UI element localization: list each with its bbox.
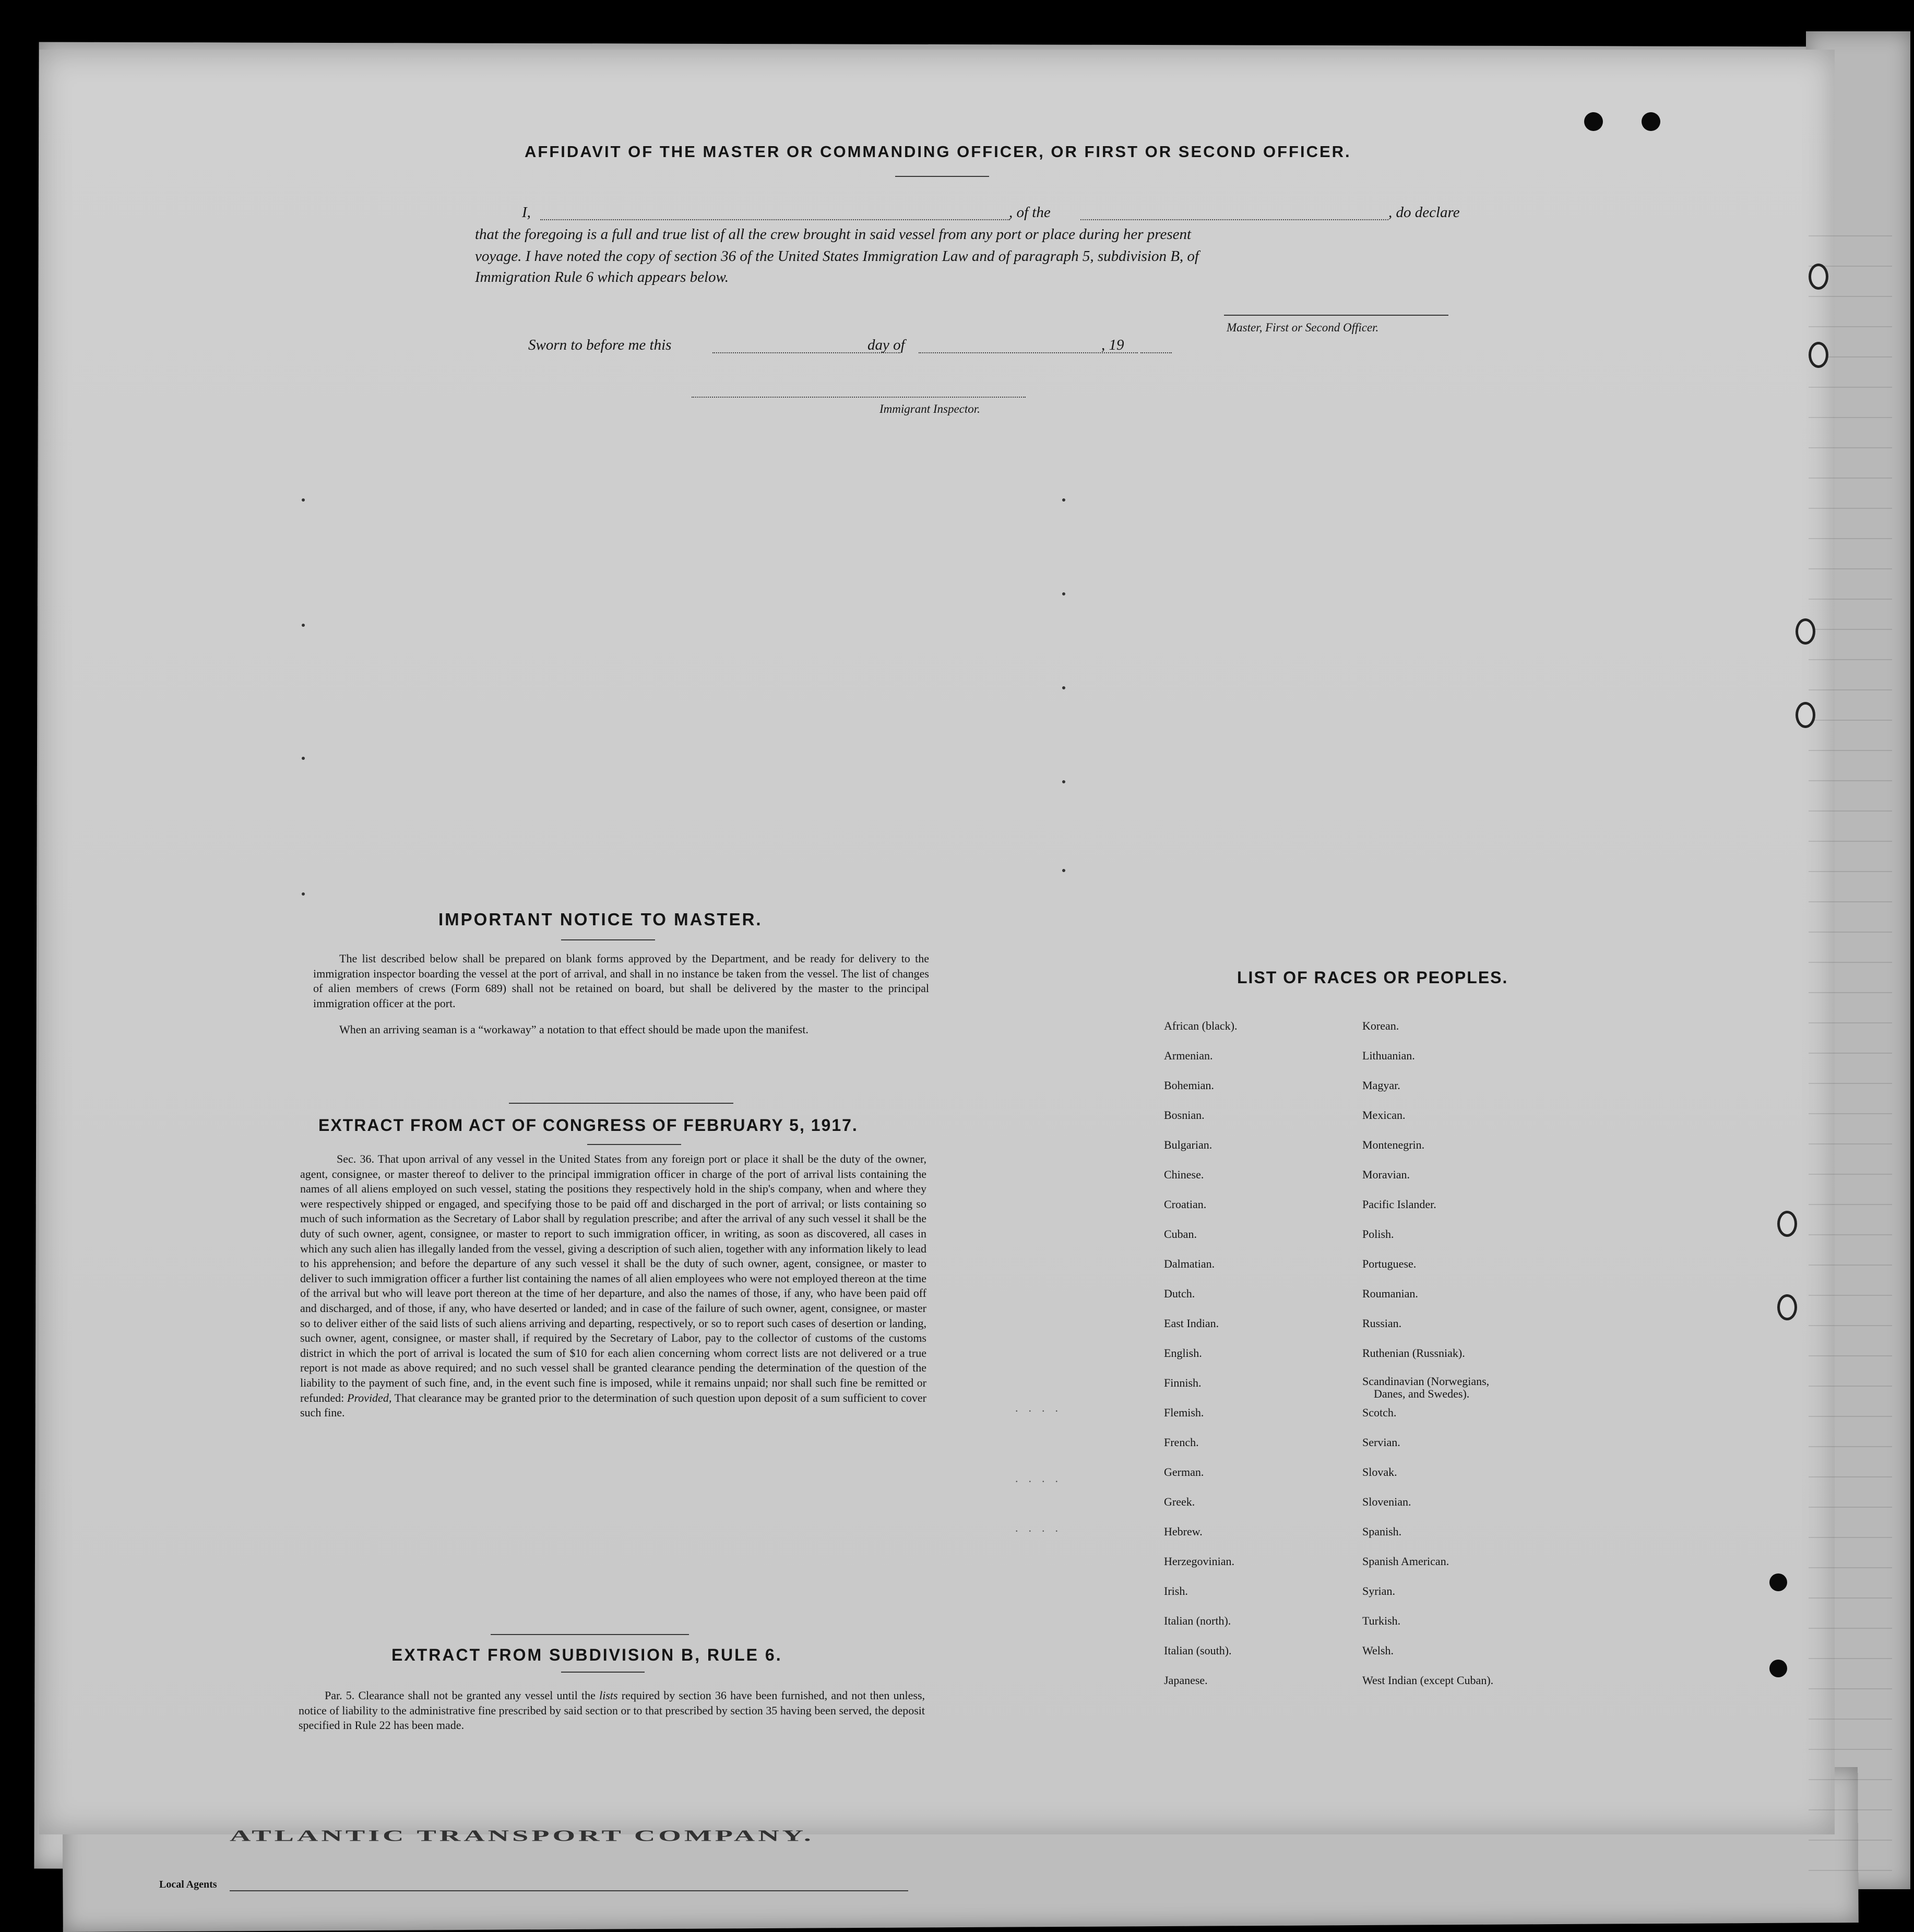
margin-dot xyxy=(1062,780,1065,783)
sworn-prefix: Sworn to before me this xyxy=(528,337,672,353)
race-item xyxy=(1164,1613,1331,1643)
provided-word: Provided, xyxy=(347,1391,392,1404)
race-label: Spanish American. xyxy=(1362,1555,1449,1568)
race-item xyxy=(1164,1316,1331,1345)
race-item xyxy=(1362,1167,1582,1197)
race-label: Cuban. xyxy=(1164,1227,1197,1241)
race-item xyxy=(1164,1375,1331,1405)
race-label: Italian (north). xyxy=(1164,1614,1231,1627)
race-label: Mexican. xyxy=(1362,1108,1406,1122)
race-item xyxy=(1362,1018,1582,1048)
race-item xyxy=(1164,1345,1331,1375)
race-item xyxy=(1362,1435,1582,1464)
company-name: ATLANTIC TRANSPORT COMPANY. xyxy=(230,1827,814,1845)
race-item xyxy=(1164,1018,1331,1048)
race-label: Armenian. xyxy=(1164,1049,1213,1062)
race-label: Polish. xyxy=(1362,1227,1394,1241)
extract-act-title: EXTRACT FROM ACT OF CONGRESS OF FEBRUARY 5, 1917. xyxy=(318,1116,858,1135)
race-item xyxy=(1164,1494,1331,1524)
race-item xyxy=(1362,1554,1582,1583)
divider xyxy=(561,1672,645,1673)
race-label: Croatian. xyxy=(1164,1198,1207,1211)
race-item xyxy=(1164,1643,1331,1673)
race-label: Herzegovinian. xyxy=(1164,1555,1234,1568)
race-item xyxy=(1362,1673,1582,1702)
race-item xyxy=(1362,1345,1582,1375)
punch-hole xyxy=(1584,112,1603,131)
race-item xyxy=(1362,1107,1582,1137)
notice-paragraph-2: When an arriving seaman is a “workaway” a notation to that effect should be made upon the manifest. xyxy=(339,1023,809,1036)
punch-hole xyxy=(1769,1573,1787,1591)
race-label: Portuguese. xyxy=(1362,1257,1417,1270)
signature-line xyxy=(1224,315,1448,316)
race-label: Korean. xyxy=(1362,1019,1399,1032)
race-label: Bulgarian. xyxy=(1164,1138,1212,1151)
race-label: Moravian. xyxy=(1362,1168,1410,1181)
divider xyxy=(509,1103,733,1104)
race-label: Irish. xyxy=(1164,1584,1188,1597)
declare-do-declare: , do declare xyxy=(1388,204,1460,221)
race-item xyxy=(1164,1464,1331,1494)
races-right-column xyxy=(1362,1018,1582,1702)
race-label: Scotch. xyxy=(1362,1406,1397,1419)
race-item xyxy=(1362,1524,1582,1554)
race-item xyxy=(1164,1673,1331,1702)
race-label: West Indian (except Cuban). xyxy=(1362,1674,1494,1687)
bleed-through-grid xyxy=(1809,206,1892,1876)
race-label: French. xyxy=(1164,1436,1199,1449)
race-label: German. xyxy=(1164,1465,1204,1478)
extract-rule-head: Par. 5. Clearance shall not be granted any vessel until the xyxy=(325,1689,596,1702)
faint-dots: .... xyxy=(1015,1521,1068,1534)
inspector-label: Immigrant Inspector. xyxy=(879,402,980,415)
race-item xyxy=(1164,1524,1331,1554)
affidavit-body-line3: Immigration Rule 6 which appears below. xyxy=(475,269,729,285)
race-item xyxy=(1362,1048,1582,1078)
race-item xyxy=(1164,1256,1331,1286)
margin-dot xyxy=(302,757,305,760)
race-item xyxy=(1164,1078,1331,1107)
race-label: Russian. xyxy=(1362,1317,1402,1330)
race-item xyxy=(1362,1494,1582,1524)
race-label: Bohemian. xyxy=(1164,1079,1214,1092)
race-label: Ruthenian (Russniak). xyxy=(1362,1346,1465,1359)
notice-paragraph-1: The list described below shall be prepared on blank forms approved by the Department, and be ready for delivery to the immigration inspector boarding the vessel at the port of arrival, and shall in no instance be taken from the vessel. The list of changes of alien members of crews (Form 689) shall not be retained on board, but shall be delivered by the master to the principal immigration officer at the port. xyxy=(313,952,929,1010)
notice-title: IMPORTANT NOTICE TO MASTER. xyxy=(438,910,763,929)
race-item xyxy=(1362,1643,1582,1673)
punch-hole xyxy=(1642,112,1660,131)
ring-hole xyxy=(1809,264,1828,290)
race-item xyxy=(1362,1613,1582,1643)
race-item xyxy=(1362,1464,1582,1494)
race-label: Lithuanian. xyxy=(1362,1049,1415,1062)
race-label: Welsh. xyxy=(1362,1644,1394,1657)
race-label: Greek. xyxy=(1164,1495,1195,1508)
race-label: Spanish. xyxy=(1362,1525,1402,1538)
divider xyxy=(491,1634,689,1635)
margin-dot xyxy=(302,498,305,502)
race-label: Montenegrin. xyxy=(1362,1138,1425,1151)
race-label: Turkish. xyxy=(1362,1614,1401,1627)
race-item xyxy=(1362,1583,1582,1613)
sworn-day-of: day of xyxy=(867,337,905,353)
sworn-year: , 19 xyxy=(1101,337,1124,353)
race-item xyxy=(1362,1256,1582,1286)
margin-dot xyxy=(302,624,305,627)
ring-hole xyxy=(1809,342,1828,368)
race-label: Chinese. xyxy=(1164,1168,1204,1181)
race-label: Flemish. xyxy=(1164,1406,1204,1419)
race-item xyxy=(1164,1435,1331,1464)
race-item xyxy=(1164,1107,1331,1137)
race-item xyxy=(1362,1226,1582,1256)
declare-i: I, xyxy=(522,204,531,221)
name-blank xyxy=(540,219,1010,220)
race-item xyxy=(1164,1405,1331,1435)
races-left-column xyxy=(1164,1018,1331,1702)
margin-dot xyxy=(1062,498,1065,502)
extract-rule-rest: required by section 36 have been furnished, and not then unless, notice of liability to the administrative fine prescribed by said section or to that prescribed by section 35 having been served, the deposit specified in Rule 22 has been made. xyxy=(299,1689,925,1732)
race-label: Hebrew. xyxy=(1164,1525,1203,1538)
divider xyxy=(587,1144,681,1145)
affidavit-body-line2: voyage. I have noted the copy of section 36 of the United States Immigration Law and of paragraph 5, subdivision B, of xyxy=(475,248,1199,265)
race-item xyxy=(1164,1167,1331,1197)
margin-dot xyxy=(1062,869,1065,872)
ring-hole xyxy=(1796,702,1815,728)
race-item xyxy=(1362,1137,1582,1167)
ring-hole xyxy=(1796,618,1815,645)
race-label: Bosnian. xyxy=(1164,1108,1205,1122)
race-item xyxy=(1164,1583,1331,1613)
race-item xyxy=(1362,1316,1582,1345)
signature-label: Master, First or Second Officer. xyxy=(1227,321,1379,334)
lists-word: lists xyxy=(599,1689,618,1702)
race-item xyxy=(1164,1226,1331,1256)
race-label-continued: Danes, and Swedes). xyxy=(1374,1387,1470,1400)
race-item xyxy=(1362,1375,1582,1405)
margin-dot xyxy=(1062,686,1065,689)
margin-dot xyxy=(302,892,305,896)
race-item xyxy=(1362,1197,1582,1226)
race-label: Slovenian. xyxy=(1362,1495,1411,1508)
local-agents-label: Local Agents xyxy=(159,1879,217,1890)
race-item xyxy=(1164,1554,1331,1583)
punch-hole xyxy=(1769,1660,1787,1677)
divider xyxy=(561,939,655,940)
race-label: Magyar. xyxy=(1362,1079,1400,1092)
race-item xyxy=(1164,1137,1331,1167)
race-label: Pacific Islander. xyxy=(1362,1198,1436,1211)
race-item xyxy=(1164,1286,1331,1316)
race-label: Japanese. xyxy=(1164,1674,1208,1687)
races-title: LIST OF RACES OR PEOPLES. xyxy=(1237,968,1508,987)
race-label: Dalmatian. xyxy=(1164,1257,1215,1270)
race-label: Roumanian. xyxy=(1362,1287,1418,1300)
race-item xyxy=(1164,1197,1331,1226)
vessel-blank xyxy=(1080,219,1388,220)
race-label: African (black). xyxy=(1164,1019,1238,1032)
extract-rule-paragraph xyxy=(299,1688,925,1733)
race-label: English. xyxy=(1164,1346,1202,1359)
ring-hole xyxy=(1777,1211,1797,1237)
race-label: Italian (south). xyxy=(1164,1644,1232,1657)
sworn-year-blank xyxy=(1140,352,1172,353)
extract-act-tail-text: That clearance may be granted prior to the determination of such question upon deposit of a sum sufficient to cover such fine. xyxy=(300,1391,926,1420)
inspector-line xyxy=(692,397,1026,398)
race-label: Syrian. xyxy=(1362,1584,1395,1597)
race-item xyxy=(1362,1405,1582,1435)
race-label: Scandinavian (Norwegians, xyxy=(1362,1375,1490,1388)
race-label: Finnish. xyxy=(1164,1376,1202,1389)
faint-dots: .... xyxy=(1015,1472,1068,1485)
race-label: Slovak. xyxy=(1362,1465,1397,1478)
divider xyxy=(895,176,989,177)
extract-act-paragraph xyxy=(300,1152,926,1421)
extract-act-main-text: Sec. 36. That upon arrival of any vessel in the United States from any foreign port or place it shall be the duty of the owner, agent, consignee, or master thereof to deliver to the principal immigration officer in charge of the port of arrival lists containing the names of all aliens employed on such vessel, stating the positions they respectively hold in the ship's company, when and where they were respectively shipped or engaged, and specifying those to be paid off and discharged in the port of arrival; or lists containing so much of such information as the Secretary of Labor shall by regulation prescribe; and after the arrival of any such vessel it shall be the duty of such owner, agent, consignee, or master to report to such immigration officer, in writing, as soon as discovered, all cases in which any such alien has illegally landed from the vessel, giving a description of such alien, together with any information likely to lead to his apprehension; and before the departure of any such vessel it shall be the duty of such owner, agent, consignee, or master to deliver to such immigration officer a further list containing the names of all alien employees who were not employed thereon at the time of the arrival but who will leave port thereon at the time of her departure, and also the names of those, if any, who have been paid off and discharged, and of those, if any, who have deserted or landed; and in case of the failure of such owner, agent, consignee, or master so to deliver either of the said lists of such aliens arriving and departing, respectively, or so to report such cases of desertion or landing, such owner, agent, consignee, or master shall, if required by the Secretary of Labor, pay to the collector of customs of the customs district in which the port of arrival is located the sum of $10 for each alien concerning whom correct lists are not delivered or a true report is not made as above required; and no such vessel shall be granted clearance pending the determination of the question of the liability to the payment of such fine, and, in the event such fine is imposed, while it remains unpaid; nor shall such fine be remitted or refunded: xyxy=(300,1152,926,1404)
ring-hole xyxy=(1777,1294,1797,1320)
faint-dots: .... xyxy=(1015,1401,1068,1414)
affidavit-body-line1: that the foregoing is a full and true list of all the crew brought in said vessel from any port or place during her present xyxy=(475,226,1192,243)
race-label: Dutch. xyxy=(1164,1287,1195,1300)
local-agents-line xyxy=(230,1890,908,1891)
margin-dot xyxy=(1062,592,1065,595)
declare-of-the: , of the xyxy=(1009,204,1051,221)
race-label: East Indian. xyxy=(1164,1317,1219,1330)
race-label: Servian. xyxy=(1362,1436,1400,1449)
race-item xyxy=(1164,1048,1331,1078)
race-item xyxy=(1362,1286,1582,1316)
manifest-page xyxy=(39,50,1835,1834)
race-item xyxy=(1362,1078,1582,1107)
extract-rule-title: EXTRACT FROM SUBDIVISION B, RULE 6. xyxy=(391,1645,782,1664)
affidavit-title: AFFIDAVIT OF THE MASTER OR COMMANDING OFFICER, OR FIRST OR SECOND OFFICER. xyxy=(525,142,1351,161)
